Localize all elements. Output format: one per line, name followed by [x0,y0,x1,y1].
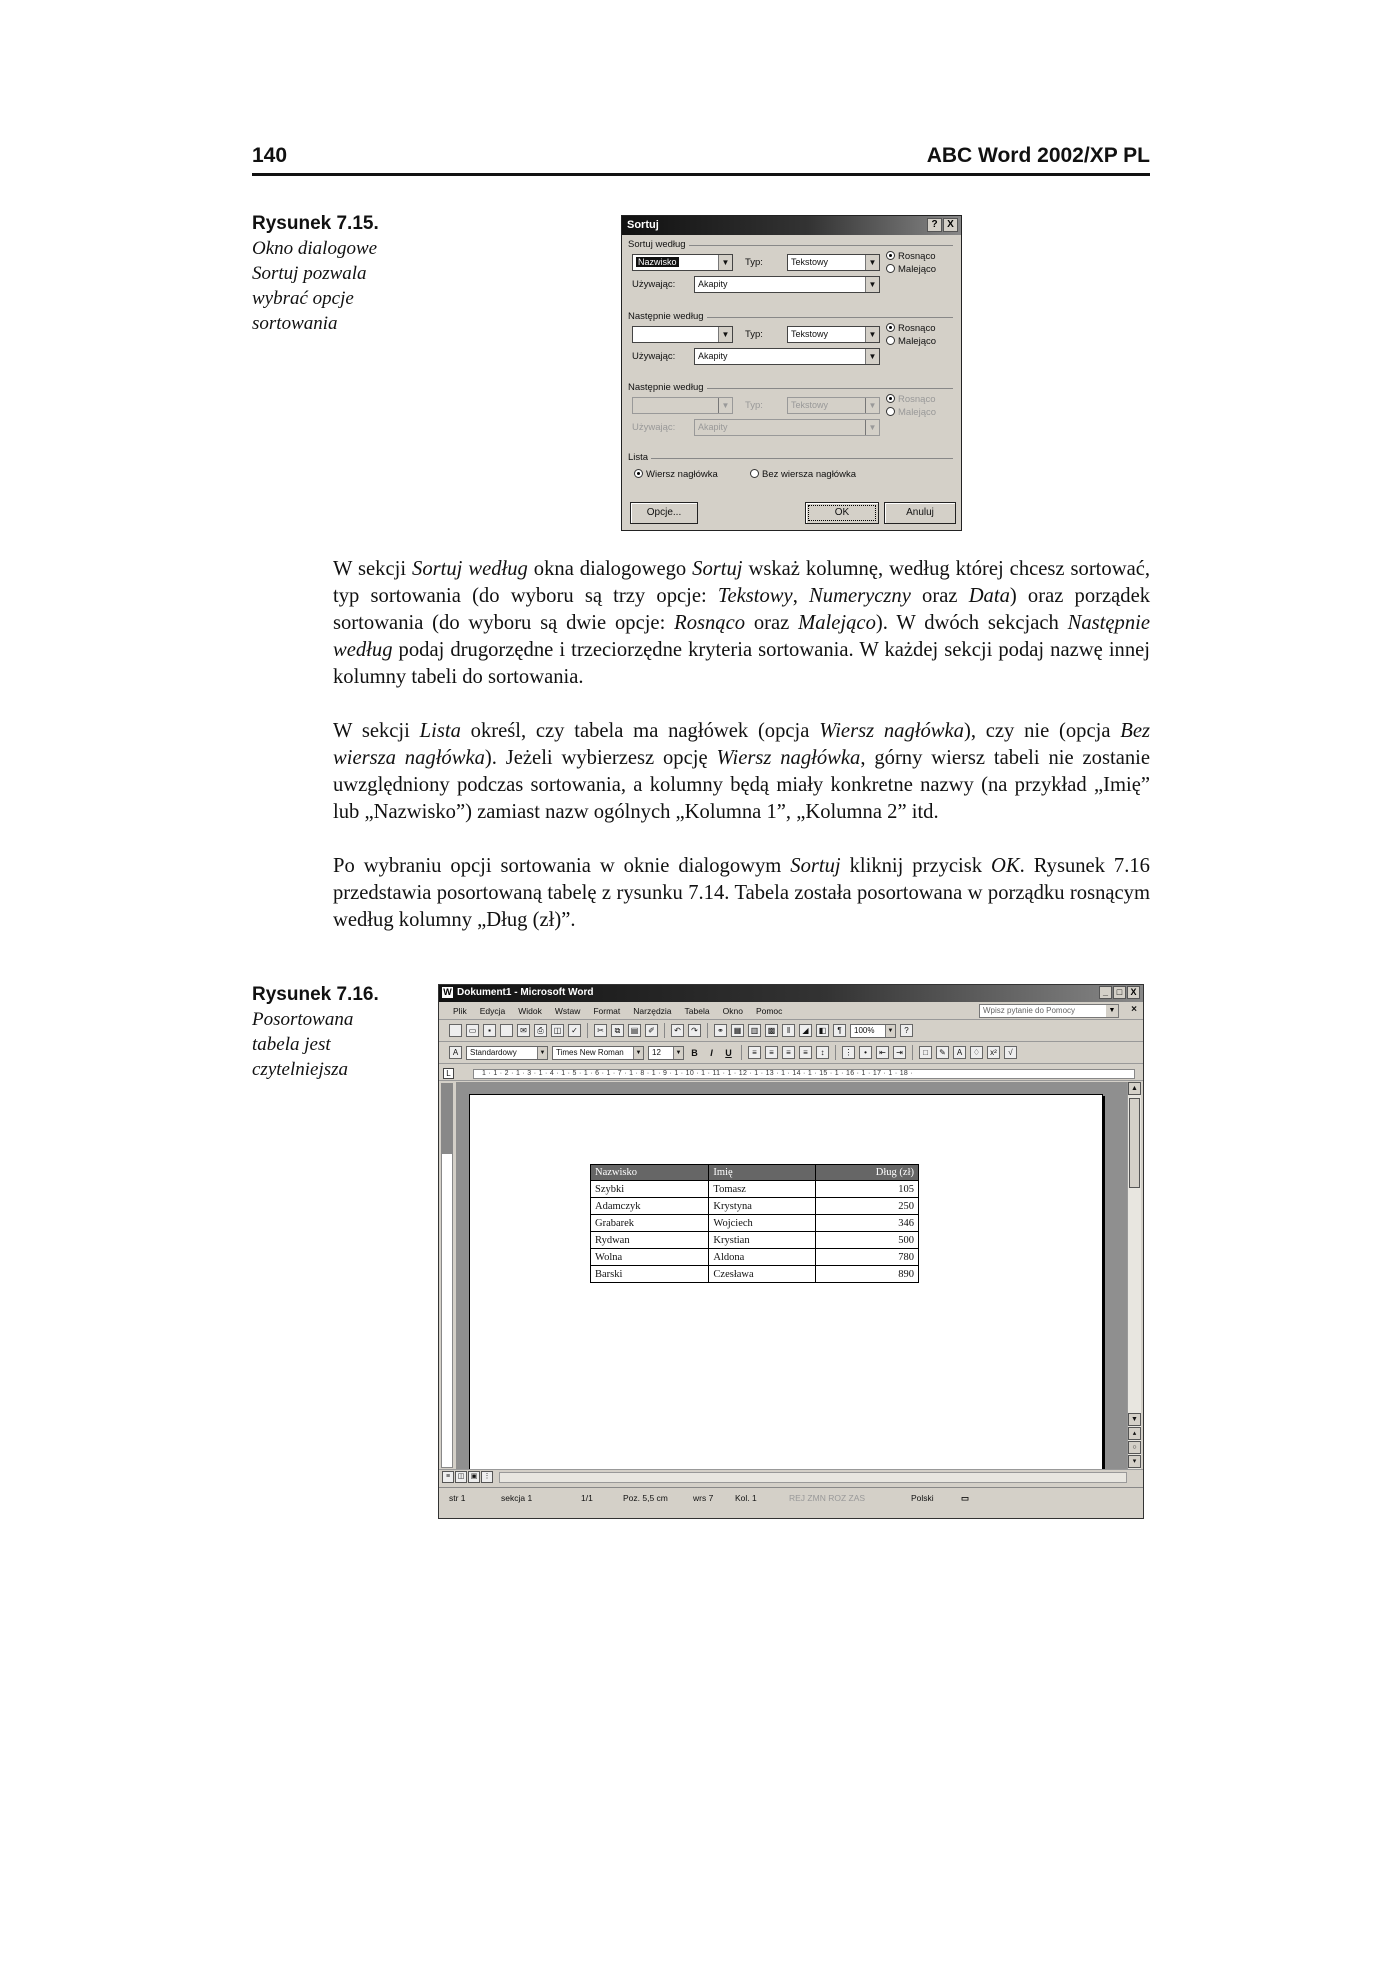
chevron-down-icon[interactable]: ▼ [865,398,879,413]
menu-table[interactable]: Tabela [684,1005,710,1016]
chevron-down-icon[interactable]: ▼ [865,277,879,292]
cancel-button[interactable]: Anuluj [884,502,956,524]
page-number: 140 [252,144,288,167]
formatting-toolbar [439,1042,1143,1064]
text-run: ). Jeżeli wybierzesz opcję [484,747,717,769]
radio-label: Rosnąco [898,251,936,262]
close-document-icon[interactable]: × [1131,1004,1137,1015]
styles-pane-icon[interactable]: ♢ [970,1046,983,1059]
drawing-icon[interactable]: ◢ [799,1024,812,1037]
save-icon[interactable]: ▪ [483,1024,496,1037]
help-search-input[interactable] [979,1004,1119,1018]
radio-dot[interactable] [750,469,759,478]
table-cell[interactable]: Wolna [591,1249,709,1266]
text-run: oraz [745,612,799,634]
text-run: . Rysunek 7.16 przedstawia posortowaną tabelę z rysunku 7.14. Tabela została posortowana w porządku rosnącym według kolumny „Dług (zł)”. [333,855,1150,931]
sort-dialog [621,215,962,531]
text-run: W sekcji [333,558,413,580]
radio-ascending-2[interactable] [886,323,936,334]
font-color-icon[interactable]: A [953,1046,966,1059]
term: Lista [419,720,461,742]
table-cell[interactable]: 105 [816,1181,919,1198]
header-cell-debt[interactable]: Dług (zł) [816,1165,919,1181]
zoom-combo[interactable] [850,1024,896,1038]
table-cell[interactable]: Rydwan [591,1232,709,1249]
align-center-icon[interactable]: ≡ [765,1046,778,1059]
group-label: Następnie według [628,382,707,393]
hyperlink-icon[interactable]: ⚭ [714,1024,727,1037]
table-cell[interactable]: 780 [816,1249,919,1266]
table-cell[interactable]: 250 [816,1198,919,1215]
term: Następnie według [333,612,1150,661]
page-header [252,142,1150,176]
insert-excel-icon[interactable]: ▩ [765,1024,778,1037]
justify-icon[interactable]: ≡ [799,1046,812,1059]
styles-icon[interactable]: A [449,1046,462,1059]
group-label: Sortuj według [628,239,689,250]
caption-title: Rysunek 7.16. [252,984,379,1005]
status-modes: REJ ZMN ROZ ZAS [789,1493,866,1503]
menu-window[interactable]: Okno [722,1005,743,1016]
maximize-button[interactable]: □ [1113,986,1126,999]
menu-view[interactable]: Widok [518,1005,542,1016]
paragraph-1 [333,556,1150,691]
text-run: , [792,585,810,607]
status-language: Polski [911,1493,934,1503]
status-position: Poz. 5,5 cm [623,1493,668,1503]
separator [912,1045,913,1060]
radio-label: Malejąco [898,264,937,275]
text-run: określ, czy tabela ma nagłówek (opcja [460,720,820,742]
options-button[interactable]: Opcje... [630,502,698,524]
borders-icon[interactable]: □ [919,1046,932,1059]
document-page[interactable] [469,1094,1103,1469]
term: OK [991,855,1020,877]
previous-page-icon[interactable]: ▴ [1128,1427,1141,1440]
caption-text: Okno dialogowe Sortuj pozwala wybrać opcje sortowania [252,238,378,334]
status-page: str 1 [449,1493,466,1503]
zoom-value: 100% [854,1025,875,1035]
permission-icon[interactable] [500,1024,513,1037]
radio-dot[interactable] [886,394,895,403]
window-title: Dokument1 - Microsoft Word [457,987,594,998]
then-by-type-combo-2[interactable] [787,397,880,414]
close-button[interactable]: X [1127,986,1140,999]
undo-icon[interactable]: ↶ [671,1024,684,1037]
term: Data [968,585,1010,607]
separator [587,1023,588,1038]
align-left-icon[interactable]: ≡ [748,1046,761,1059]
email-icon[interactable]: ✉ [517,1024,530,1037]
text-run: ), czy nie (opcja [963,720,1121,742]
radio-descending-3[interactable] [886,407,936,418]
style-value: Standardowy [470,1047,517,1057]
table-row [591,1215,919,1232]
menu-file[interactable]: Plik [453,1005,467,1016]
term: Rosnąco [674,612,746,634]
chevron-down-icon[interactable]: ▼ [1106,1005,1118,1017]
horizontal-ruler[interactable] [439,1067,1144,1081]
type-label: Typ: [745,329,763,340]
table-cell[interactable]: Barski [591,1266,709,1283]
chevron-down-icon[interactable]: ▼ [865,255,879,270]
text-run: okna dialogowego [527,558,693,580]
radio-dot[interactable] [886,323,895,332]
menu-help[interactable]: Pomoc [755,1005,783,1016]
combo-value: Akapity [698,279,728,289]
table-row [591,1181,919,1198]
underline-icon[interactable]: U [725,1047,732,1058]
sort-by-type-combo[interactable] [787,254,880,271]
text-run: podaj drugorzędne i trzeciorzędne kryteria sortowania. W każdej sekcji podaj nazwę innej kolumny tabeli do sortowania. [333,639,1150,688]
status-bar [439,1487,1144,1507]
radio-label: Wiersz nagłówka [646,469,718,480]
columns-icon[interactable]: ‖ [782,1024,795,1037]
table-cell[interactable]: Adamczyk [591,1198,709,1215]
line-spacing-icon[interactable]: ↕ [816,1046,829,1059]
status-section: sekcja 1 [501,1493,533,1503]
font-value: Times New Roman [556,1047,624,1057]
radio-label: Malejąco [898,407,937,418]
table-cell[interactable]: Grabarek [591,1215,709,1232]
caption-text: Posortowana tabela jest czytelniejsza [252,1009,354,1080]
sort-by-using-combo[interactable] [694,276,880,293]
status-column: Kol. 1 [735,1493,757,1503]
style-combo[interactable] [466,1046,548,1060]
type-label: Typ: [745,257,763,268]
term: Wiersz nagłówka [716,747,861,769]
ruler-scale: 1 · 1 · 2 · 1 · 3 · 1 · 4 · 1 · 5 · 1 · 6 · 1 · 7 · 1 · 8 · 1 · 9 · 1 · 10 · 1 · 11 · 1 · 12 · 1 · 13 · 1 · 14 · 1 · 15 · 1 · 16 · 1 · 17 · 1 · 18 · [473,1069,1135,1079]
header-cell-surname[interactable]: Nazwisko [591,1165,709,1181]
text-run: ). W dwóch sekcjach [875,612,1068,634]
combo-value: Tekstowy [791,400,829,410]
vertical-ruler[interactable] [441,1083,453,1468]
tab-selector-icon[interactable]: L [443,1068,454,1079]
chevron-down-icon[interactable]: ▼ [885,1025,895,1037]
paragraph-2 [333,718,1150,826]
status-line: wrs 7 [693,1493,714,1503]
body-text [333,556,1150,961]
font-size-value: 12 [652,1047,661,1057]
text-run: wskaż kolumnę, według której chcesz sortować, typ sortowania (do wyboru są trzy opcje: [333,558,1151,607]
table-cell[interactable]: Wojciech [709,1215,816,1232]
then-by-using-combo-2[interactable] [694,419,880,436]
table-row [591,1249,919,1266]
font-combo[interactable] [552,1046,644,1060]
combo-value: Akapity [698,422,728,432]
combo-value: Nazwisko [638,257,677,267]
chevron-down-icon[interactable]: ▼ [865,327,879,342]
document-area [456,1082,1128,1469]
table-cell[interactable]: 500 [816,1232,919,1249]
align-right-icon[interactable]: ≡ [782,1046,795,1059]
then-by-field-combo-1[interactable] [632,326,733,343]
radio-dot[interactable] [886,264,895,273]
new-icon[interactable] [449,1024,462,1037]
header-cell-name[interactable]: Imię [709,1165,816,1181]
chevron-down-icon[interactable]: ▼ [537,1047,547,1059]
spelling-icon[interactable]: ✓ [568,1024,581,1037]
normal-view-icon[interactable]: ≡ [442,1471,454,1483]
separator [664,1023,665,1038]
decrease-indent-icon[interactable]: ⇤ [876,1046,889,1059]
table-row [591,1198,919,1215]
group-list [628,452,953,463]
outline-view-icon[interactable]: ⋮ [481,1471,493,1483]
horizontal-scroll-area [439,1469,1144,1484]
radio-dot[interactable] [886,407,895,416]
web-view-icon[interactable]: ◫ [455,1471,467,1483]
radio-no-header[interactable] [750,469,856,480]
chevron-down-icon[interactable]: ▼ [673,1047,683,1059]
minimize-button[interactable]: _ [1099,986,1112,999]
separator [741,1045,742,1060]
equation-icon[interactable]: √ [1004,1046,1017,1059]
table-cell[interactable]: Czesława [709,1266,816,1283]
book-title: ABC Word 2002/XP PL [926,144,1150,167]
radio-ascending-1[interactable] [886,251,936,262]
sorted-table[interactable] [590,1164,919,1283]
text-run: kliknij przycisk [840,855,992,877]
redo-icon[interactable]: ↷ [688,1024,701,1037]
print-preview-icon[interactable]: ◫ [551,1024,564,1037]
tables-borders-icon[interactable]: ▦ [731,1024,744,1037]
group-then-by-2 [628,382,953,393]
type-label: Typ: [745,400,763,411]
menu-edit[interactable]: Edycja [479,1005,506,1016]
dialog-title-bar [622,216,961,235]
chevron-down-icon[interactable]: ▼ [633,1047,643,1059]
combo-value: Tekstowy [791,257,829,267]
table-cell[interactable]: Tomasz [709,1181,816,1198]
font-size-combo[interactable] [648,1046,684,1060]
combo-value: Akapity [698,351,728,361]
italic-icon[interactable]: I [710,1047,713,1058]
table-cell[interactable]: Szybki [591,1181,709,1198]
window-title-bar [439,985,1143,1002]
then-by-using-combo-1[interactable] [694,348,880,365]
help-button[interactable]: ? [927,218,942,232]
separator [707,1023,708,1038]
increase-indent-icon[interactable]: ⇥ [893,1046,906,1059]
term: Wiersz nagłówka [819,720,964,742]
help-placeholder: Wpisz pytanie do Pomocy [983,1006,1076,1015]
bullets-icon[interactable]: • [859,1046,872,1059]
then-by-type-combo-1[interactable] [787,326,880,343]
chevron-down-icon[interactable]: ▼ [718,255,732,270]
table-cell[interactable]: 346 [816,1215,919,1232]
chevron-down-icon[interactable]: ▼ [718,398,732,413]
word-app-icon: W [443,987,452,997]
horizontal-scrollbar[interactable] [499,1472,1127,1483]
term: Sortuj [692,558,743,580]
copy-icon[interactable]: ⧉ [611,1024,624,1037]
then-by-field-combo-2[interactable] [632,397,733,414]
group-label: Następnie według [628,311,707,322]
numbering-icon[interactable]: ⋮ [842,1046,855,1059]
status-pages: 1/1 [581,1493,593,1503]
table-cell[interactable]: Krystian [709,1232,816,1249]
term: Tekstowy [717,585,793,607]
text-run: oraz [910,585,969,607]
table-cell[interactable]: Krystyna [709,1198,816,1215]
close-button[interactable]: X [943,218,958,232]
scroll-up-icon[interactable]: ▲ [1128,1082,1141,1095]
chevron-down-icon[interactable]: ▼ [865,349,879,364]
text-run: , górny wiersz tabeli nie zostanie uwzględniony podczas sortowania, a kolumny będą miały konkretne nazwy (na przykład „Imię” lub „Nazwisko”) zamiast nazw ogólnych „Kolumna 1”, „Kolumna 2” itd. [333,747,1150,823]
table-row [591,1232,919,1249]
ok-button[interactable]: OK [805,502,879,524]
menu-tools[interactable]: Narzędzia [633,1005,672,1016]
scroll-down-icon[interactable]: ▼ [1128,1413,1141,1426]
combo-value: Tekstowy [791,329,829,339]
insert-table-icon[interactable]: ▥ [748,1024,761,1037]
menu-format[interactable]: Format [593,1005,621,1016]
next-page-icon[interactable]: ▾ [1128,1455,1141,1468]
term: Sortuj według [412,558,528,580]
vertical-scrollbar[interactable] [1127,1082,1141,1469]
group-then-by-1 [628,311,953,322]
ruler-margin [442,1084,452,1154]
using-label: Używając: [632,279,676,290]
separator [835,1045,836,1060]
help-icon[interactable]: ? [900,1024,913,1037]
radio-label: Rosnąco [898,323,936,334]
table-row [591,1266,919,1283]
group-sort-by [628,239,953,250]
caption-title: Rysunek 7.15. [252,213,379,234]
radio-dot[interactable] [886,251,895,260]
radio-ascending-3[interactable] [886,394,936,405]
term: Numeryczny [809,585,911,607]
radio-label: Malejąco [898,336,937,347]
radio-label: Bez wiersza nagłówka [762,469,856,480]
open-icon[interactable]: ▭ [466,1024,479,1037]
figure-caption-7-15 [252,212,402,336]
paragraph-3 [333,853,1150,934]
highlight-icon[interactable]: ✎ [936,1046,949,1059]
term: Sortuj [790,855,841,877]
chevron-down-icon[interactable]: ▼ [865,420,879,435]
document-map-icon[interactable]: ◧ [816,1024,829,1037]
term: Bez wiersza nagłówka [333,720,1150,769]
superscript-icon[interactable]: x² [987,1046,1000,1059]
format-painter-icon[interactable]: ✐ [645,1024,658,1037]
chevron-down-icon[interactable]: ▼ [718,327,732,342]
menu-insert[interactable]: Wstaw [554,1005,581,1016]
standard-toolbar [439,1020,1143,1042]
radio-with-header[interactable] [634,469,718,480]
figure-caption-7-16 [252,983,402,1082]
text-run: Po wybraniu opcji sortowania w oknie dialogowym [333,855,791,877]
scroll-thumb[interactable] [1129,1098,1140,1188]
word-window [438,984,1144,1519]
table-header-row [591,1165,919,1181]
paste-icon[interactable]: ▤ [628,1024,641,1037]
group-label: Lista [628,452,651,463]
spelling-status-icon[interactable]: ▭ [961,1493,970,1503]
dialog-title: Sortuj [627,219,659,231]
text-run: W sekcji [333,720,420,742]
print-layout-icon[interactable]: ▣ [468,1471,480,1483]
select-browse-object-icon[interactable]: ○ [1128,1441,1141,1454]
cut-icon[interactable]: ✂ [594,1024,607,1037]
sort-by-field-combo[interactable] [632,254,733,271]
view-buttons [442,1471,493,1483]
show-hide-icon[interactable]: ¶ [833,1024,846,1037]
radio-label: Rosnąco [898,394,936,405]
using-label: Używając: [632,422,676,433]
text-run: ) oraz porządek sortowania (do wyboru są dwie opcje: [333,585,1151,634]
term: Malejąco [798,612,876,634]
radio-descending-1[interactable] [886,264,936,275]
radio-dot[interactable] [886,336,895,345]
print-icon[interactable]: ⎙ [534,1024,547,1037]
using-label: Używając: [632,351,676,362]
menu-bar [439,1002,1143,1020]
radio-dot[interactable] [634,469,643,478]
table-cell[interactable]: 890 [816,1266,919,1283]
radio-descending-2[interactable] [886,336,936,347]
table-cell[interactable]: Aldona [709,1249,816,1266]
bold-icon[interactable]: B [691,1047,698,1058]
